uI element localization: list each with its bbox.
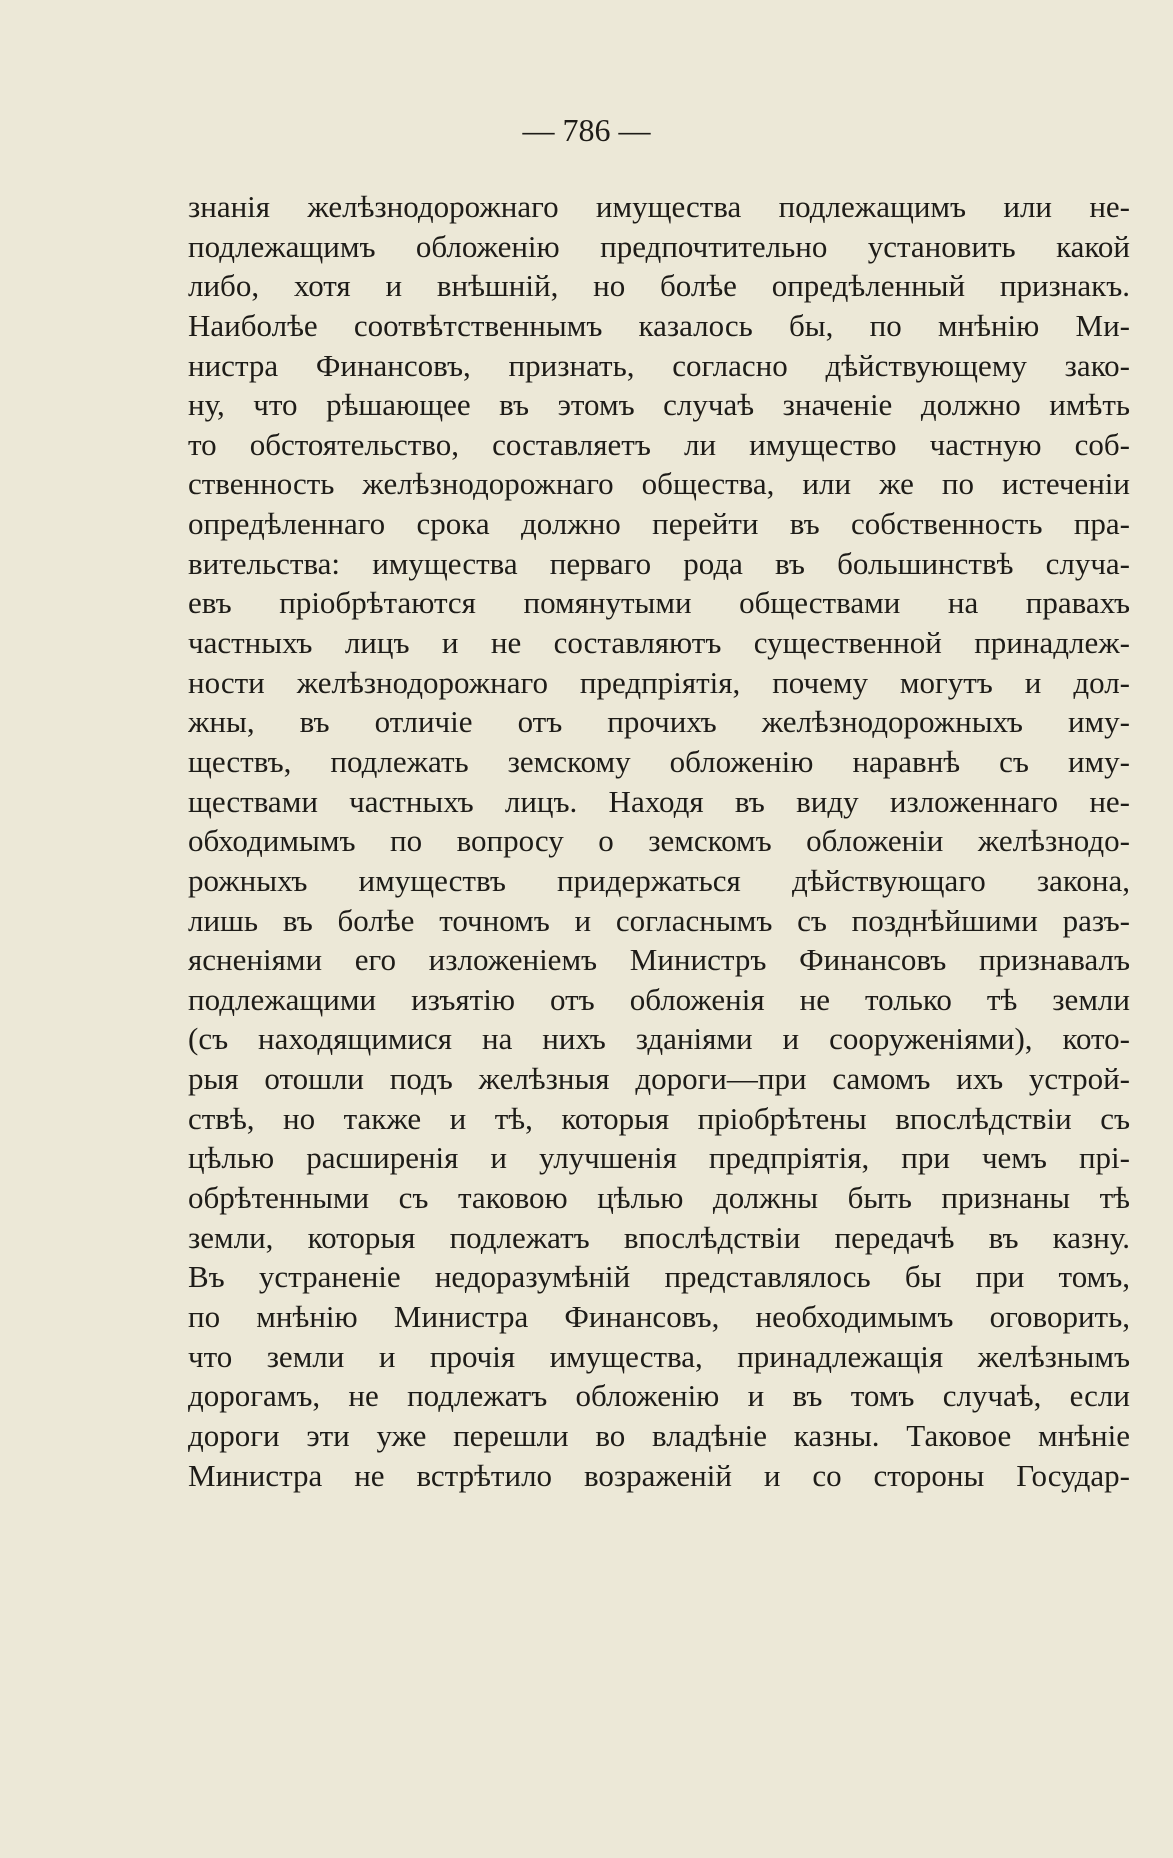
text-line: лишь въ болѣе точномъ и согласнымъ съ позднѣйшими разъ-	[188, 902, 1130, 938]
text-line: опредѣленнаго срока должно перейти въ собственность пра-	[188, 506, 1130, 542]
text-line: ну, что рѣшающее въ этомъ случаѣ значеніе должно имѣть	[188, 387, 1130, 423]
text-line: рожныхъ имуществъ придержаться дѣйствующаго закона,	[188, 862, 1130, 898]
text-line: дорогамъ, не подлежатъ обложенію и въ томъ случаѣ, если	[188, 1378, 1130, 1414]
text-line: ществами частныхъ лицъ. Находя въ виду изложеннаго не-	[188, 783, 1130, 819]
text-line: обрѣтенными съ таковою цѣлью должны быть признаны тѣ	[188, 1180, 1130, 1216]
text-line: Министра не встрѣтило возраженій и со стороны Государ-	[188, 1457, 1130, 1493]
text-line: по мнѣнію Министра Финансовъ, необходимымъ оговорить,	[188, 1298, 1130, 1334]
text-line: что земли и прочія имущества, принадлежащія желѣзнымъ	[188, 1338, 1130, 1374]
text-line: ственность желѣзнодорожнаго общества, или же по истеченіи	[188, 466, 1130, 502]
text-line: частныхъ лицъ и не составляютъ существенной принадлеж-	[188, 625, 1130, 661]
text-line: евъ пріобрѣтаются помянутыми обществами на правахъ	[188, 585, 1130, 621]
text-line: ствѣ, но также и тѣ, которыя пріобрѣтены впослѣдствіи съ	[188, 1100, 1130, 1136]
text-line: то обстоятельство, составляетъ ли имущество частную соб-	[188, 426, 1130, 462]
text-line: Наиболѣе соотвѣтственнымъ казалось бы, по мнѣнію Ми-	[188, 307, 1130, 343]
body-text	[188, 187, 1130, 1495]
text-line: знанія желѣзнодорожнаго имущества подлежащимъ или не-	[188, 189, 1130, 224]
text-line: рыя отошли подъ желѣзныя дороги—при самомъ ихъ устрой-	[188, 1061, 1130, 1097]
page-number: — 786 —	[522, 112, 651, 148]
text-line: цѣлью расширенія и улучшенія предпріятія, при чемъ прі-	[188, 1140, 1130, 1176]
text-line: нистра Финансовъ, признать, согласно дѣйствующему зако-	[188, 347, 1130, 383]
text-line: подлежащими изъятію отъ обложенія не только тѣ земли	[188, 981, 1130, 1017]
text-line: дороги эти уже перешли во владѣніе казны. Таковое мнѣніе	[188, 1417, 1130, 1453]
text-line: подлежащимъ обложенію предпочтительно установить какой	[188, 228, 1130, 264]
text-line: вительства: имущества перваго рода въ большинствѣ случа-	[188, 545, 1130, 581]
text-line: жны, въ отличіе отъ прочихъ желѣзнодорожныхъ иму-	[188, 704, 1130, 740]
text-line: ществъ, подлежать земскому обложенію наравнѣ съ иму-	[188, 743, 1130, 779]
text-line: (съ находящимися на нихъ зданіями и сооруженіями), кото-	[188, 1021, 1130, 1057]
text-line: обходимымъ по вопросу о земскомъ обложеніи желѣзнодо-	[188, 823, 1130, 859]
text-line: Въ устраненіе недоразумѣній представлялось бы при томъ,	[188, 1259, 1130, 1295]
text-line: ности желѣзнодорожнаго предпріятія, почему могутъ и дол-	[188, 664, 1130, 700]
text-line: земли, которыя подлежатъ впослѣдствіи передачѣ въ казну.	[188, 1219, 1130, 1255]
text-line: либо, хотя и внѣшній, но болѣе опредѣленный признакъ.	[188, 268, 1130, 304]
text-line: ясненіями его изложеніемъ Министръ Финансовъ признавалъ	[188, 942, 1130, 978]
